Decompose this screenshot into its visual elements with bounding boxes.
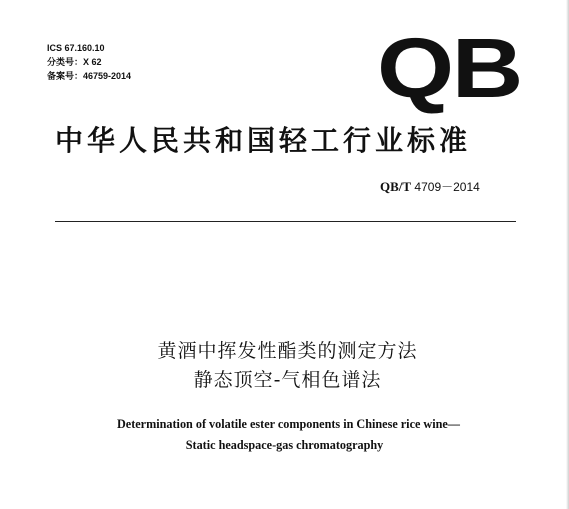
qb-logo: QB: [377, 21, 521, 115]
document-metadata: [47, 41, 131, 83]
standard-code: QB/T: [380, 179, 412, 194]
classification-number: 分类号：X 62: [47, 57, 102, 67]
ics-code: ICS 67.160.10: [47, 43, 105, 53]
header-divider: [55, 221, 516, 222]
standard-number: [380, 178, 480, 195]
english-title-line-1: Determination of volatile ester components in Chinese rice wine—: [117, 417, 460, 431]
chinese-title-line-1: 黄酒中挥发性酯类的测定方法: [157, 340, 418, 362]
standard-year-number: 4709－2014: [414, 180, 480, 194]
issuing-standard-title: 中华人民共和国轻工行业标准: [55, 124, 472, 157]
chinese-title-line-2: 静态顶空-气相色谱法: [193, 369, 382, 391]
filing-number: 备案号：46759-2014: [47, 71, 132, 81]
english-title-line-2: Static headspace-gas chromatography: [185, 438, 384, 452]
